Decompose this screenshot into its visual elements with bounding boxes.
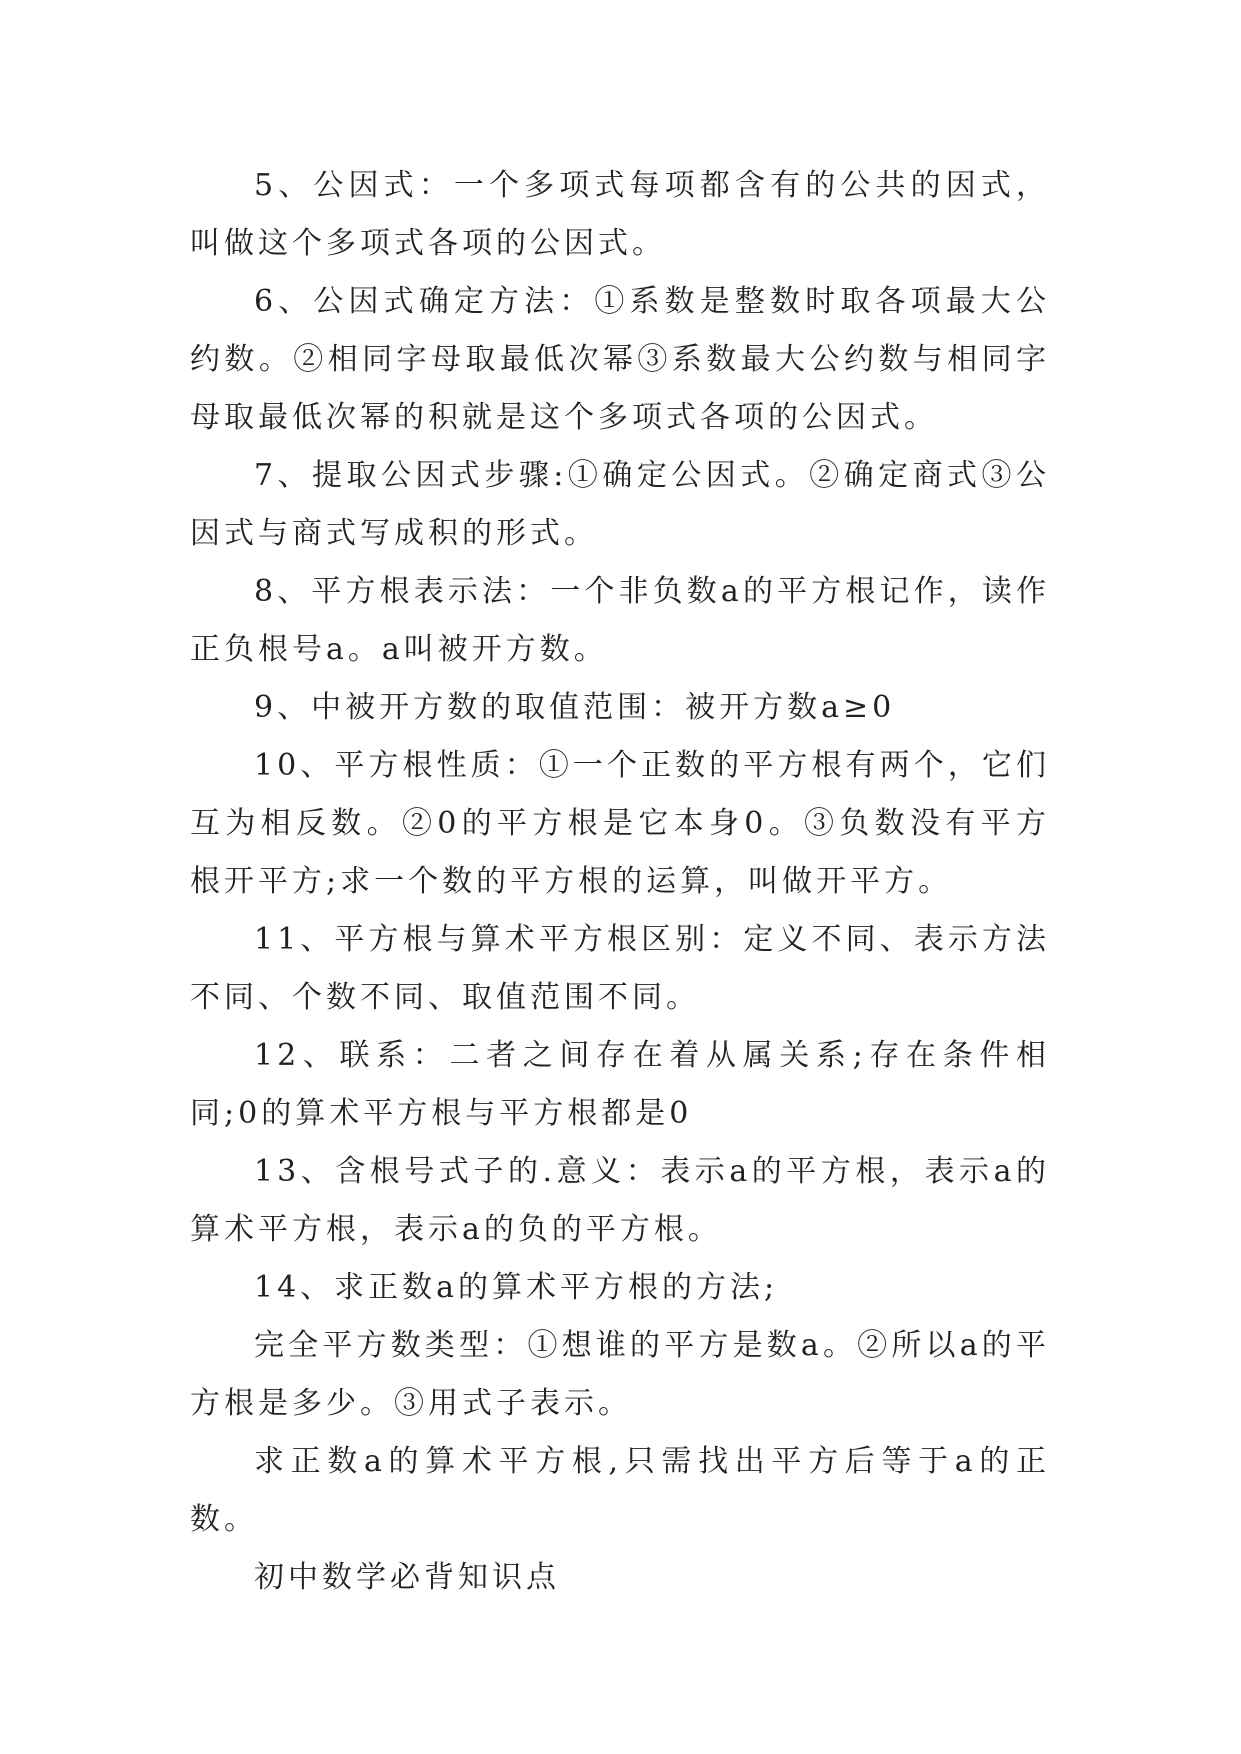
paragraph-12-relationship: 12、联系：二者之间存在着从属关系;存在条件相同;0的算术平方根与平方根都是0 bbox=[190, 1038, 1050, 1131]
paragraph-perfect-square-type: 完全平方数类型：①想谁的平方是数a。②所以a的平方根是多少。③用式子表示。 bbox=[190, 1328, 1050, 1421]
paragraph-8-square-root-notation: 8、平方根表示法：一个非负数a的平方根记作，读作正负根号a。a叫被开方数。 bbox=[190, 574, 1050, 667]
paragraph-heading-knowledge-points: 初中数学必背知识点 bbox=[254, 1560, 560, 1595]
paragraph-5-common-factor: 5、公因式：一个多项式每项都含有的公共的因式，叫做这个多项式各项的公因式。 bbox=[190, 168, 1050, 261]
paragraph-11-root-differences: 11、平方根与算术平方根区别：定义不同、表示方法不同、个数不同、取值范围不同。 bbox=[190, 922, 1050, 1015]
paragraph-find-positive-root: 求正数a的算术平方根,只需找出平方后等于a的正数。 bbox=[190, 1444, 1050, 1537]
paragraph-14-arithmetic-root-method: 14、求正数a的算术平方根的方法; bbox=[254, 1270, 779, 1305]
paragraph-7-factoring-steps: 7、提取公因式步骤:①确定公因式。②确定商式③公因式与商式写成积的形式。 bbox=[190, 458, 1050, 551]
paragraph-10-square-root-properties: 10、平方根性质：①一个正数的平方根有两个，它们互为相反数。②0的平方根是它本身0。③负数没有平方根开平方;求一个数的平方根的运算，叫做开平方。 bbox=[190, 748, 1050, 899]
paragraph-13-radical-meaning: 13、含根号式子的.意义：表示a的平方根，表示a的算术平方根，表示a的负的平方根。 bbox=[190, 1154, 1050, 1247]
paragraph-9-radicand-range: 9、中被开方数的取值范围：被开方数a≥0 bbox=[254, 690, 896, 725]
paragraph-6-common-factor-method: 6、公因式确定方法：①系数是整数时取各项最大公约数。②相同字母取最低次幂③系数最大公约数与相同字母取最低次幂的积就是这个多项式各项的公因式。 bbox=[190, 284, 1050, 435]
document-body bbox=[190, 157, 1050, 1607]
